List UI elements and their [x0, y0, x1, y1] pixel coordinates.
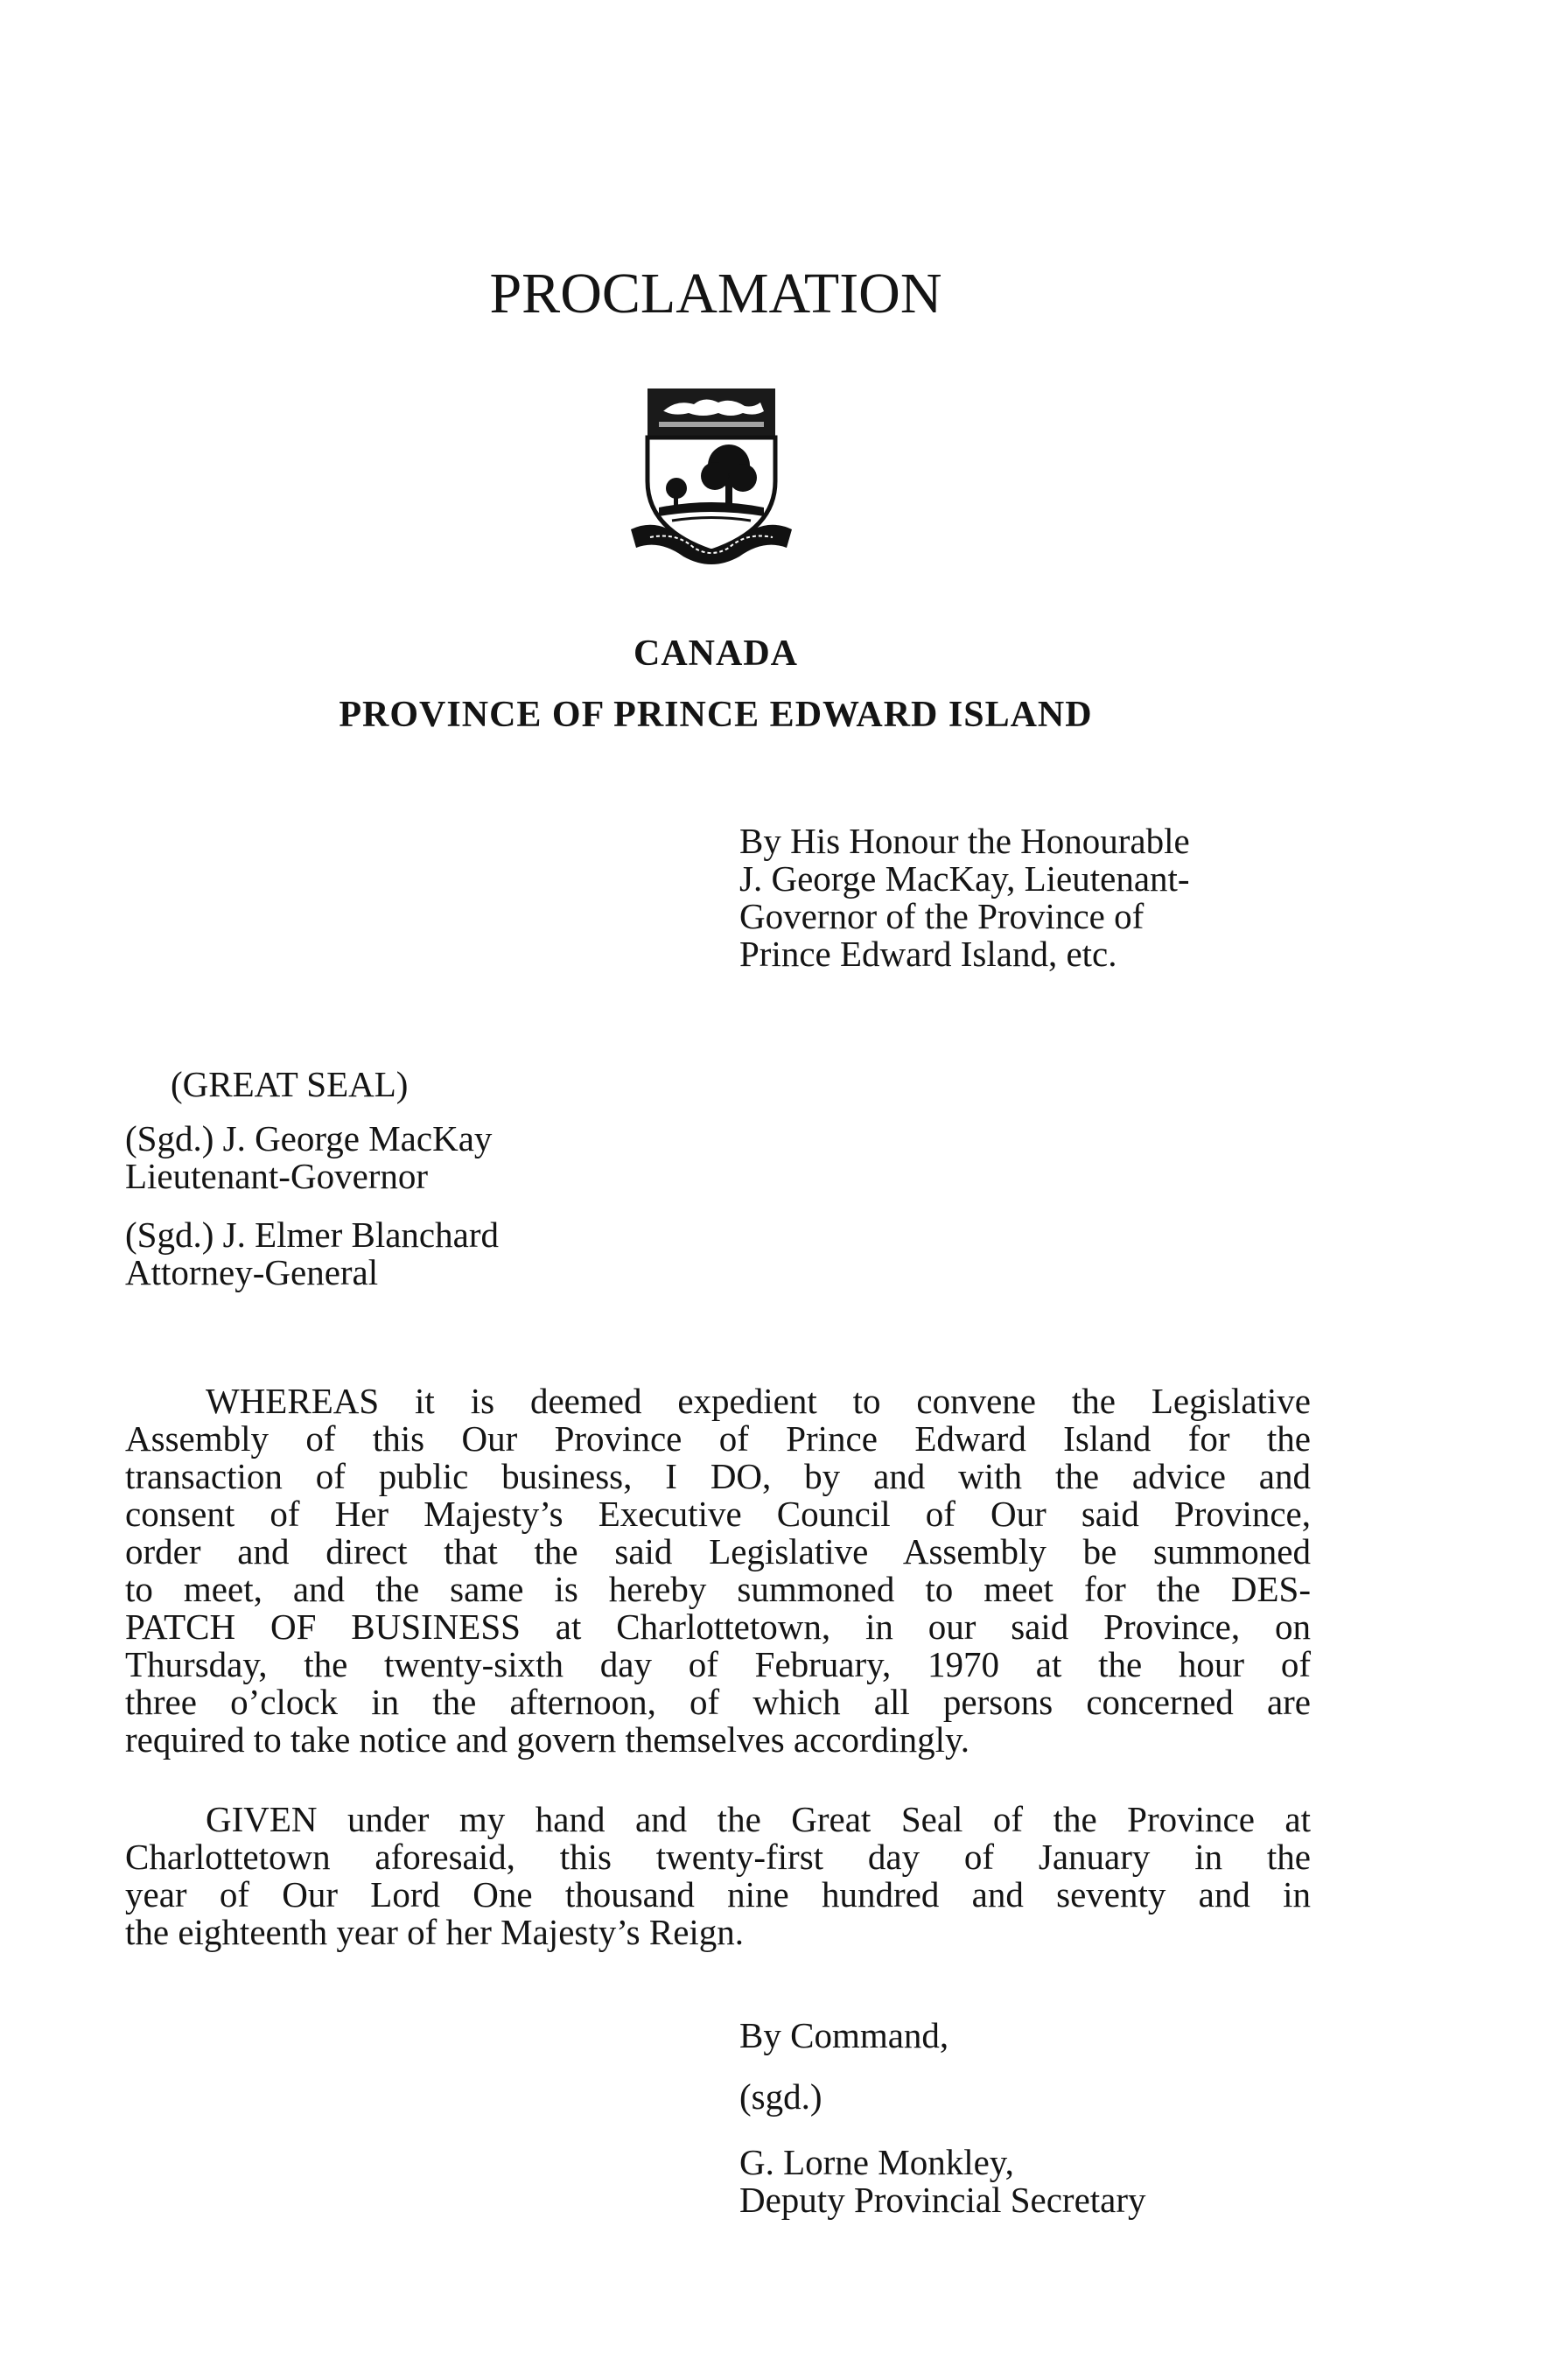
paragraph-line: required to take notice and govern themselves accordingly. — [125, 1719, 970, 1760]
secretary-name: G. Lorne Monkley, — [739, 2142, 1014, 2182]
signature-attorney-general — [125, 1216, 499, 1292]
given-paragraph — [125, 1801, 1311, 1951]
paragraph-line: year of Our Lord One thousand nine hundred and seventy and in — [125, 1874, 1311, 1914]
paragraph-line: to meet, and the same is hereby summoned to meet for the DES- — [125, 1569, 1311, 1609]
signature-lieutenant-governor — [125, 1120, 492, 1195]
province-heading: PROVINCE OF PRINCE EDWARD ISLAND — [339, 695, 1093, 735]
paragraph-line: consent of Her Majesty’s Executive Council of Our said Province, — [125, 1494, 1311, 1534]
paragraph-line: transaction of public business, I DO, by and with the advice and — [125, 1456, 1311, 1496]
country-heading: CANADA — [634, 634, 798, 674]
signature-name: (Sgd.) J. Elmer Blanchard — [125, 1214, 499, 1255]
honour-block — [739, 822, 1369, 973]
whereas-paragraph — [125, 1382, 1311, 1759]
paragraph-line: Assembly of this Our Province of Prince Edward Island for the — [125, 1418, 1311, 1459]
pei-coat-of-arms-icon — [624, 385, 799, 573]
honour-line: Prince Edward Island, etc. — [739, 934, 1117, 974]
paragraph-line: WHEREAS it is deemed expedient to convene the Legislative — [206, 1381, 1311, 1421]
paragraph-line: order and direct that the said Legislative Assembly be summoned — [125, 1531, 1311, 1572]
sgd-mark — [739, 2078, 822, 2116]
great-seal-label: (GREAT SEAL) — [171, 1064, 409, 1104]
honour-line: Governor of the Province of — [739, 896, 1144, 936]
paragraph-line: Thursday, the twenty-sixth day of February, 1970 at the hour of — [125, 1644, 1311, 1684]
paragraph-line: PATCH OF BUSINESS at Charlottetown, in our said Province, on — [125, 1606, 1311, 1647]
secretary-block — [739, 2144, 1146, 2219]
paragraph-line: three o’clock in the afternoon, of which all persons concerned are — [125, 1682, 1311, 1722]
secretary-title: Deputy Provincial Secretary — [739, 2180, 1146, 2220]
page-title: PROCLAMATION — [489, 262, 942, 326]
signature-title: Attorney-General — [125, 1252, 379, 1292]
honour-line: By His Honour the Honourable — [739, 821, 1190, 861]
sgd-text: (sgd.) — [739, 2076, 822, 2117]
paragraph-line: Charlottetown aforesaid, this twenty-first day of January in the — [125, 1837, 1311, 1877]
by-command-text: By Command, — [739, 2015, 949, 2055]
by-command — [739, 2017, 948, 2054]
signature-name: (Sgd.) J. George MacKay — [125, 1118, 493, 1158]
signature-title: Lieutenant-Governor — [125, 1156, 429, 1196]
honour-line: J. George MacKay, Lieutenant- — [739, 858, 1190, 899]
paragraph-line: the eighteenth year of her Majesty’s Reign. — [125, 1912, 745, 1952]
paragraph-line: GIVEN under my hand and the Great Seal of the Province at — [206, 1799, 1311, 1839]
